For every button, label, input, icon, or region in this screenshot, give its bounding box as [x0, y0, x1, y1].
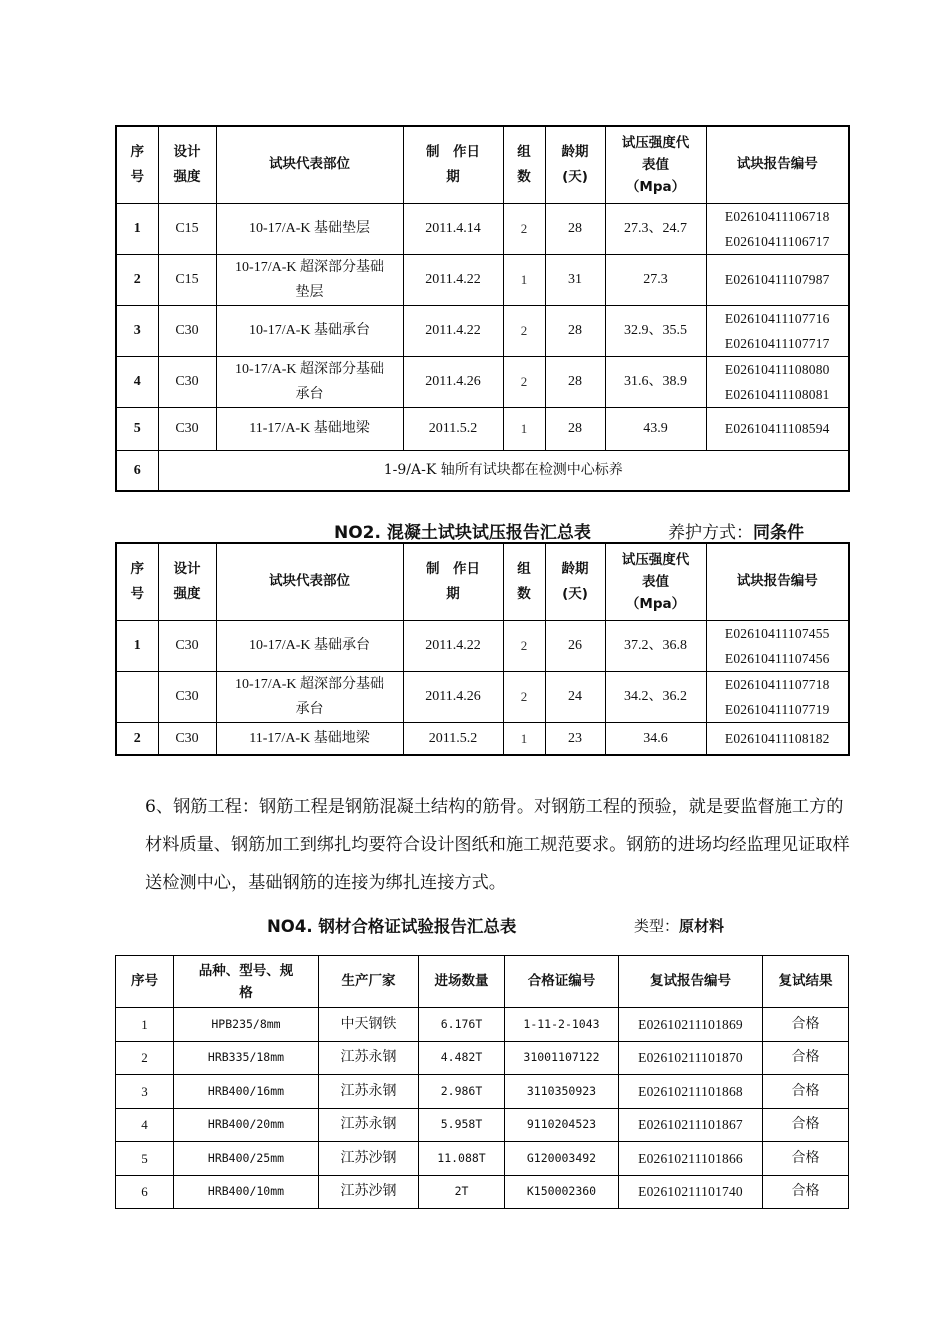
- cell-result: 合格: [763, 1142, 849, 1176]
- table-row: [116, 620, 849, 671]
- table-header-row: [116, 543, 849, 620]
- cell-grade: C30: [158, 671, 216, 722]
- cell-location: 10-17/A-K 超深部分基础 垫层: [216, 254, 403, 305]
- cell-spec: HRB400/10mm: [174, 1175, 319, 1209]
- header-age: 龄期 (天): [545, 126, 605, 203]
- cell-seq: 2: [116, 722, 158, 755]
- header-cert: 合格证编号: [505, 956, 619, 1008]
- cell-seq: 4: [116, 356, 158, 407]
- cell-location: 10-17/A-K 基础承台: [216, 305, 403, 356]
- cell-report: E02610411108182: [706, 722, 849, 755]
- cell-qty: 11.088T: [419, 1142, 505, 1176]
- cell-report: E02610211101740: [619, 1175, 763, 1209]
- cell-maker: 江苏沙钢: [319, 1175, 419, 1209]
- cell-result: 合格: [763, 1041, 849, 1075]
- cell-seq: 6: [116, 1175, 174, 1209]
- cell-cert: G120003492: [505, 1142, 619, 1176]
- cell-note: 1-9/A-K 轴所有试块都在检测中心标养: [158, 450, 849, 491]
- cell-location: 11-17/A-K 基础地梁: [216, 722, 403, 755]
- table-row: [116, 1108, 849, 1142]
- cell-date: 2011.5.2: [403, 407, 503, 450]
- cell-date: 2011.4.26: [403, 356, 503, 407]
- cell-grade: C30: [158, 620, 216, 671]
- header-date: 制 作日 期: [403, 126, 503, 203]
- cell-seq: 4: [116, 1108, 174, 1142]
- header-strength: 试压强度代 表值 （Mpa）: [605, 126, 706, 203]
- cell-seq: 1: [116, 203, 158, 254]
- cell-date: 2011.4.26: [403, 671, 503, 722]
- cell-report: E02610211101867: [619, 1108, 763, 1142]
- header-seq: 序 号: [116, 126, 158, 203]
- table-header-row: [116, 956, 849, 1008]
- curing-value: 同条件: [753, 523, 804, 543]
- cell-seq: 1: [116, 1008, 174, 1042]
- cell-qty: 6.176T: [419, 1008, 505, 1042]
- concrete-test-table-standard: [115, 125, 850, 492]
- cell-strength: 37.2、36.8: [605, 620, 706, 671]
- cell-report: E02610411107987: [706, 254, 849, 305]
- rebar-paragraph: 6、钢筋工程：钢筋工程是钢筋混凝土结构的筋骨。对钢筋工程的预验，就是要监督施工方的材料质量、钢筋加工到绑扎均要符合设计图纸和施工规范要求。钢筋的进场均经监理见证取样送检测中心，基础钢筋的连接为绑扎连接方式。: [145, 797, 850, 893]
- table2-title: NO2. 混凝土试块试压报告汇总表: [334, 523, 591, 543]
- header-location: 试块代表部位: [216, 126, 403, 203]
- cell-age: 31: [545, 254, 605, 305]
- cell-report: E02610411108594: [706, 407, 849, 450]
- header-location: 试块代表部位: [216, 543, 403, 620]
- cell-report: E02610211101870: [619, 1041, 763, 1075]
- cell-location: 10-17/A-K 基础承台: [216, 620, 403, 671]
- cell-strength: 43.9: [605, 407, 706, 450]
- header-result: 复试结果: [763, 956, 849, 1008]
- header-grade: 设计 强度: [158, 543, 216, 620]
- material-type: [634, 915, 724, 936]
- cell-seq: 1: [116, 620, 158, 671]
- cell-result: 合格: [763, 1008, 849, 1042]
- cell-report: E02610211101869: [619, 1008, 763, 1042]
- header-report: 复试报告编号: [619, 956, 763, 1008]
- table-row: [116, 407, 849, 450]
- cell-maker: 中天钢铁: [319, 1008, 419, 1042]
- cell-strength: 27.3、24.7: [605, 203, 706, 254]
- cell-seq: 6: [116, 450, 158, 491]
- cell-qty: 5.958T: [419, 1108, 505, 1142]
- table4-title: NO4. 钢材合格证试验报告汇总表: [267, 917, 517, 936]
- header-groups: 组 数: [503, 543, 545, 620]
- cell-maker: 江苏沙钢: [319, 1142, 419, 1176]
- table-row: [116, 1075, 849, 1109]
- cell-grade: C15: [158, 254, 216, 305]
- cell-seq: [116, 671, 158, 722]
- cell-age: 28: [545, 203, 605, 254]
- table-row: [116, 305, 849, 356]
- header-strength: 试压强度代 表值 （Mpa）: [605, 543, 706, 620]
- cell-age: 23: [545, 722, 605, 755]
- cell-qty: 2T: [419, 1175, 505, 1209]
- cell-seq: 5: [116, 407, 158, 450]
- cell-cert: 9110204523: [505, 1108, 619, 1142]
- cell-seq: 5: [116, 1142, 174, 1176]
- header-grade: 设计 强度: [158, 126, 216, 203]
- type-value: 原材料: [679, 917, 725, 935]
- cell-groups: 2: [503, 305, 545, 356]
- cell-age: 28: [545, 305, 605, 356]
- cell-strength: 31.6、38.9: [605, 356, 706, 407]
- cell-groups: 2: [503, 203, 545, 254]
- cell-report: E02610411107716 E02610411107717: [706, 305, 849, 356]
- cell-maker: 江苏永钢: [319, 1075, 419, 1109]
- concrete-test-table-same-condition: [115, 542, 850, 756]
- header-maker: 生产厂家: [319, 956, 419, 1008]
- cell-date: 2011.4.14: [403, 203, 503, 254]
- cell-maker: 江苏永钢: [319, 1041, 419, 1075]
- cell-strength: 27.3: [605, 254, 706, 305]
- table-row: [116, 722, 849, 755]
- steel-cert-table: [115, 955, 849, 1209]
- header-groups: 组 数: [503, 126, 545, 203]
- cell-result: 合格: [763, 1175, 849, 1209]
- cell-grade: C30: [158, 305, 216, 356]
- cell-strength: 32.9、35.5: [605, 305, 706, 356]
- table-row: [116, 1041, 849, 1075]
- cell-location: 10-17/A-K 基础垫层: [216, 203, 403, 254]
- cell-date: 2011.4.22: [403, 305, 503, 356]
- table-row: [116, 254, 849, 305]
- table-row: [116, 203, 849, 254]
- cell-age: 28: [545, 356, 605, 407]
- cell-cert: 3110350923: [505, 1075, 619, 1109]
- cell-seq: 2: [116, 254, 158, 305]
- type-label: 类型：: [634, 917, 680, 935]
- cell-groups: 2: [503, 620, 545, 671]
- cell-grade: C30: [158, 407, 216, 450]
- cell-report: E02610411106718 E02610411106717: [706, 203, 849, 254]
- cell-date: 2011.5.2: [403, 722, 503, 755]
- table-header-row: [116, 126, 849, 203]
- cell-location: 11-17/A-K 基础地梁: [216, 407, 403, 450]
- cell-spec: HRB335/18mm: [174, 1041, 319, 1075]
- header-spec: 品种、型号、规 格: [174, 956, 319, 1008]
- cell-report: E02610211101868: [619, 1075, 763, 1109]
- header-report: 试块报告编号: [706, 126, 849, 203]
- cell-spec: HRB400/20mm: [174, 1108, 319, 1142]
- cell-cert: 1-11-2-1043: [505, 1008, 619, 1042]
- header-date: 制 作日 期: [403, 543, 503, 620]
- cell-cert: K150002360: [505, 1175, 619, 1209]
- table-row-note: [116, 450, 849, 491]
- cell-seq: 3: [116, 1075, 174, 1109]
- cell-grade: C30: [158, 356, 216, 407]
- cell-strength: 34.2、36.2: [605, 671, 706, 722]
- cell-seq: 2: [116, 1041, 174, 1075]
- cell-cert: 31001107122: [505, 1041, 619, 1075]
- table-row: [116, 1142, 849, 1176]
- cell-grade: C30: [158, 722, 216, 755]
- curing-label: 养护方式：: [668, 523, 753, 543]
- header-age: 龄期 (天): [545, 543, 605, 620]
- cell-age: 28: [545, 407, 605, 450]
- table-row: [116, 1175, 849, 1209]
- header-qty: 进场数量: [419, 956, 505, 1008]
- cell-age: 24: [545, 671, 605, 722]
- table-row: [116, 1008, 849, 1042]
- cell-date: 2011.4.22: [403, 620, 503, 671]
- header-report: 试块报告编号: [706, 543, 849, 620]
- cell-spec: HRB400/16mm: [174, 1075, 319, 1109]
- cell-groups: 2: [503, 356, 545, 407]
- cell-report: E02610411108080 E02610411108081: [706, 356, 849, 407]
- header-seq: 序号: [116, 956, 174, 1008]
- cell-spec: HPB235/8mm: [174, 1008, 319, 1042]
- cell-grade: C15: [158, 203, 216, 254]
- table-row: [116, 671, 849, 722]
- cell-groups: 2: [503, 671, 545, 722]
- cell-report: E02610411107455 E02610411107456: [706, 620, 849, 671]
- cell-groups: 1: [503, 722, 545, 755]
- cell-result: 合格: [763, 1108, 849, 1142]
- cell-maker: 江苏永钢: [319, 1108, 419, 1142]
- cell-report: E02610411107718 E02610411107719: [706, 671, 849, 722]
- cell-location: 10-17/A-K 超深部分基础 承台: [216, 356, 403, 407]
- cell-groups: 1: [503, 407, 545, 450]
- cell-age: 26: [545, 620, 605, 671]
- cell-groups: 1: [503, 254, 545, 305]
- cell-report: E02610211101866: [619, 1142, 763, 1176]
- header-seq: 序 号: [116, 543, 158, 620]
- cell-seq: 3: [116, 305, 158, 356]
- cell-strength: 34.6: [605, 722, 706, 755]
- table-row: [116, 356, 849, 407]
- cell-date: 2011.4.22: [403, 254, 503, 305]
- cell-result: 合格: [763, 1075, 849, 1109]
- curing-method: [668, 518, 804, 543]
- cell-qty: 2.986T: [419, 1075, 505, 1109]
- cell-spec: HRB400/25mm: [174, 1142, 319, 1176]
- cell-qty: 4.482T: [419, 1041, 505, 1075]
- cell-location: 10-17/A-K 超深部分基础 承台: [216, 671, 403, 722]
